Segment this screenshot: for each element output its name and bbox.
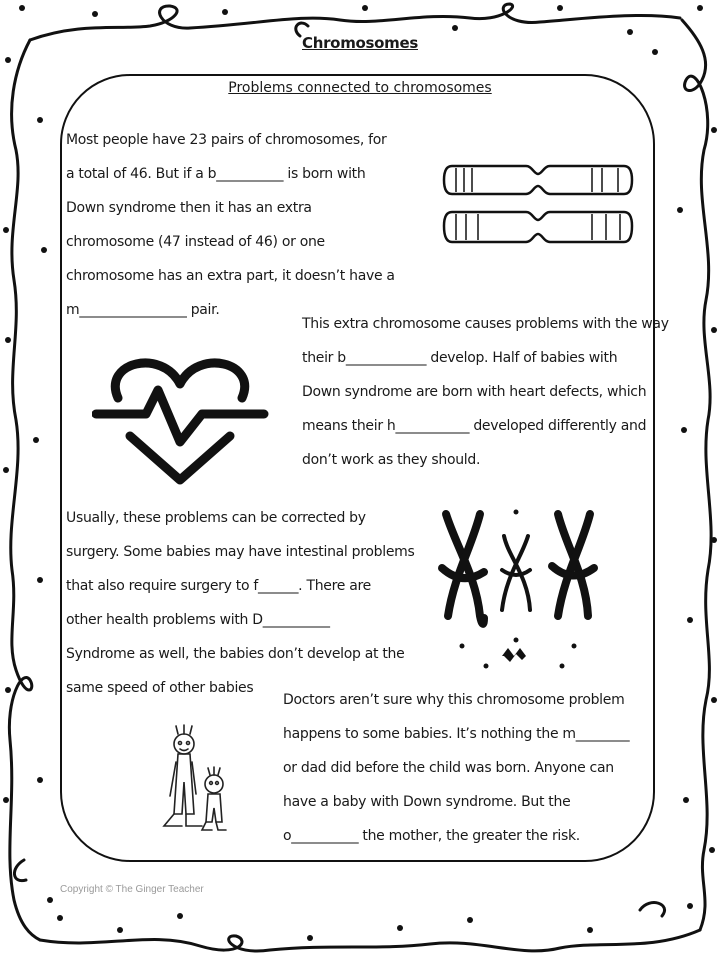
- section-subtitle: Problems connected to chromosomes: [228, 80, 492, 96]
- adult-child-icon: [156, 722, 236, 836]
- text-line: have a baby with Down syndrome. But the: [283, 794, 571, 810]
- text-line: chromosome (47 instead of 46) or one: [66, 234, 325, 250]
- text-line: means their h___________ developed differently and: [302, 418, 647, 434]
- text-line: don’t work as they should.: [302, 452, 481, 468]
- text-line: m________________ pair.: [66, 302, 220, 318]
- text-line: other health problems with D__________: [66, 612, 330, 628]
- chromosome-x-icon: [436, 506, 600, 674]
- chromosome-pair-icon: [442, 162, 634, 248]
- text-line: Syndrome as well, the babies don’t develop at the: [66, 646, 405, 662]
- text-line: happens to some babies. It’s nothing the m________: [283, 726, 630, 742]
- text-line: Usually, these problems can be corrected by: [66, 510, 366, 526]
- heartbeat-icon: [92, 350, 270, 486]
- text-line: Most people have 23 pairs of chromosomes, for: [66, 132, 387, 148]
- text-line: chromosome has an extra part, it doesn’t have a: [66, 268, 395, 284]
- text-line: that also require surgery to f______. There are: [66, 578, 371, 594]
- text-line: or dad did before the child was born. Anyone can: [283, 760, 614, 776]
- paragraph-development: [302, 307, 669, 477]
- copyright-text: Copyright © The Ginger Teacher: [60, 884, 204, 895]
- text-line: surgery. Some babies may have intestinal problems: [66, 544, 415, 560]
- text-line: their b____________ develop. Half of babies with: [302, 350, 618, 366]
- text-line: Down syndrome then it has an extra: [66, 200, 312, 216]
- paragraph-surgery: [66, 501, 414, 705]
- text-line: same speed of other babies: [66, 680, 254, 696]
- text-line: a total of 46. But if a b__________ is born with: [66, 166, 366, 182]
- paragraph-chromosome-count: [66, 123, 395, 327]
- text-line: Down syndrome are born with heart defects, which: [302, 384, 647, 400]
- text-line: This extra chromosome causes problems with the way: [302, 316, 669, 332]
- text-line: o__________ the mother, the greater the risk.: [283, 828, 580, 844]
- page-title: Chromosomes: [302, 34, 418, 52]
- paragraph-causes: [283, 683, 629, 853]
- text-line: Doctors aren’t sure why this chromosome problem: [283, 692, 625, 708]
